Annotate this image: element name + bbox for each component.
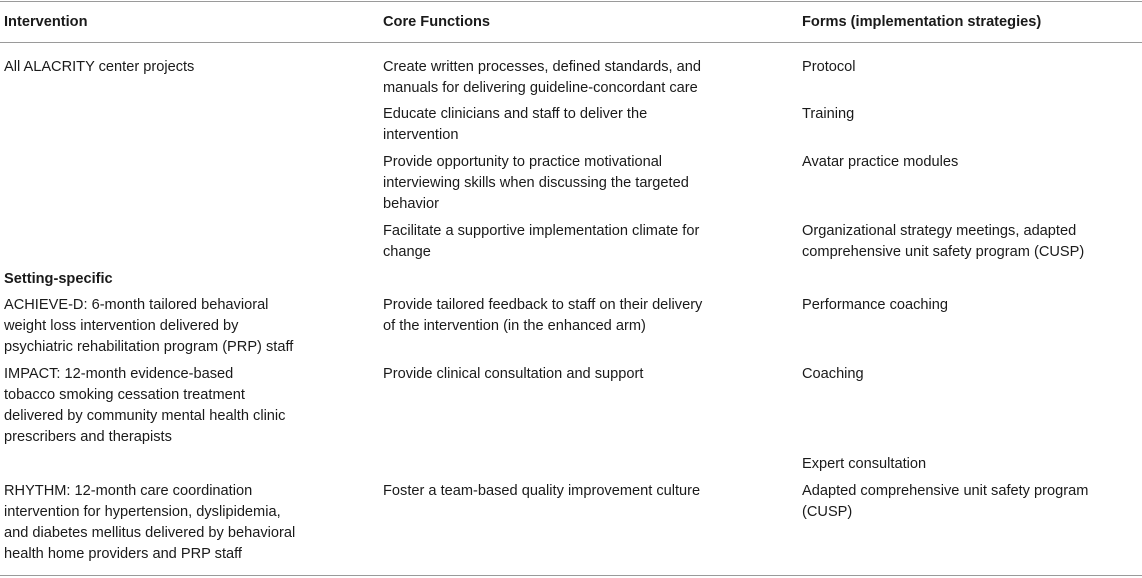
form-line: Avatar practice modules <box>802 154 959 170</box>
intervention-rhythm-line: intervention for hypertension, dyslipidemia, <box>4 504 281 520</box>
form-line: Performance coaching <box>802 297 949 313</box>
header-forms: Forms (implementation strategies) <box>802 14 1042 30</box>
core-function-line: of the intervention (in the enhanced arm) <box>383 318 646 334</box>
intervention-impact-line: tobacco smoking cessation treatment <box>4 387 245 403</box>
form-line: comprehensive unit safety program (CUSP) <box>802 244 1085 260</box>
core-function-line: interviewing skills when discussing the targeted <box>383 175 689 191</box>
intervention-rhythm-line: and diabetes mellitus delivered by behavioral <box>4 525 296 541</box>
header-intervention: Intervention <box>4 14 88 30</box>
header-core-functions: Core Functions <box>383 14 491 30</box>
core-function-line: Provide tailored feedback to staff on their delivery <box>383 297 703 313</box>
form-line: Organizational strategy meetings, adapted <box>802 223 1077 239</box>
form-line: Protocol <box>802 59 856 75</box>
header-bottom-rule <box>0 42 1142 43</box>
core-function-line: behavior <box>383 196 439 212</box>
core-function-line: Educate clinicians and staff to deliver the <box>383 106 648 122</box>
core-function-line: Facilitate a supportive implementation climate for <box>383 223 700 239</box>
core-function-line: manuals for delivering guideline-concordant care <box>383 80 698 96</box>
intervention-achieve-line: ACHIEVE-D: 6-month tailored behavioral <box>4 297 269 313</box>
core-function-line: change <box>383 244 431 260</box>
setting-specific-heading: Setting-specific <box>4 271 113 287</box>
intervention-impact-line: delivered by community mental health clinic <box>4 408 286 424</box>
intervention-impact-line: IMPACT: 12-month evidence-based <box>4 366 234 382</box>
form-line: Expert consultation <box>802 456 927 472</box>
core-function-line: Provide opportunity to practice motivational <box>383 154 663 170</box>
intervention-impact-line: prescribers and therapists <box>4 429 172 445</box>
core-function-line: Provide clinical consultation and support <box>383 366 644 382</box>
core-function-line: Foster a team-based quality improvement culture <box>383 483 701 499</box>
form-line: Training <box>802 106 855 122</box>
table-top-rule <box>0 1 1142 2</box>
intervention-rhythm-line: RHYTHM: 12-month care coordination <box>4 483 253 499</box>
form-line: Coaching <box>802 366 864 382</box>
core-function-line: Create written processes, defined standards, and <box>383 59 701 75</box>
intervention-achieve-line: weight loss intervention delivered by <box>4 318 239 334</box>
core-function-line: intervention <box>383 127 459 143</box>
intervention-rhythm-line: health home providers and PRP staff <box>4 546 242 562</box>
intervention-achieve-line: psychiatric rehabilitation program (PRP) staff <box>4 339 294 355</box>
intervention-all-projects: All ALACRITY center projects <box>4 59 195 75</box>
table-bottom-rule <box>0 575 1142 576</box>
form-line: (CUSP) <box>802 504 853 520</box>
form-line: Adapted comprehensive unit safety program <box>802 483 1089 499</box>
